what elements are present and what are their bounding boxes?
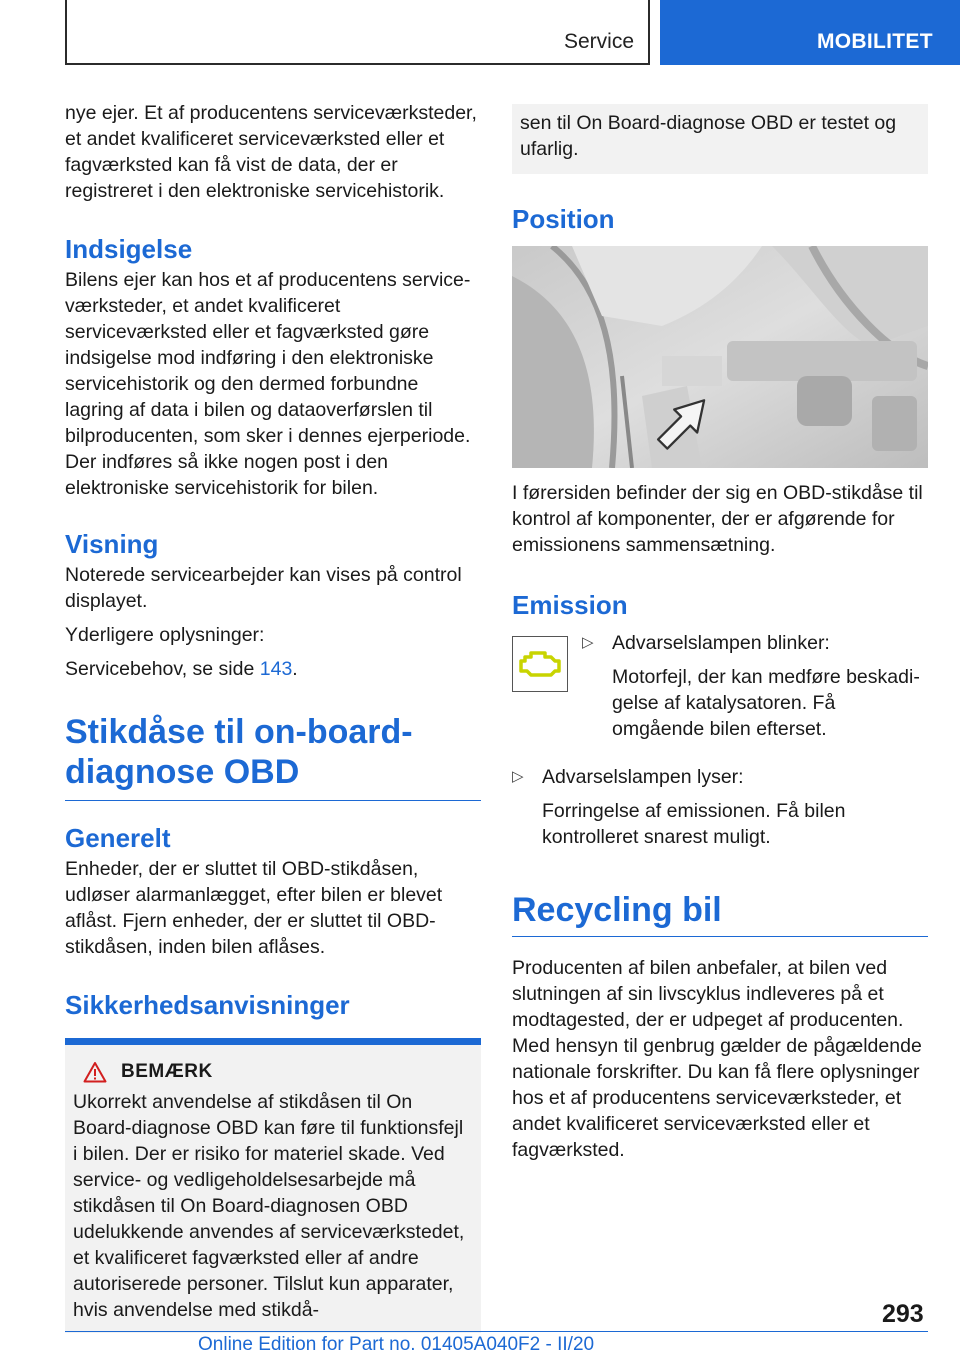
right-column (512, 104, 928, 1163)
notice-continuation-text: sen til On Board-diagnose OBD er testet og ufarlig. (520, 112, 897, 160)
service-reference: Servicebehov, se side 143. (65, 658, 298, 680)
footer-rule (65, 1331, 928, 1332)
notice-continuation (512, 104, 928, 174)
generelt-heading: Generelt (65, 823, 171, 853)
triangle-bullet-icon: ▷ (512, 768, 524, 785)
indsigelse-paragraph: Bilens ejer kan hos et af producentens serviceværksteder, et andet kvalificeret serviceværksted eller et fagværksted gøre indsigelse mod indføring i den elektroniske servicehistorik og den dermed forbundne lagring af data i bilen og dataoverførslen til bilproducenten, som sker i dennes ejerperiode. Der indføres så ikke nogen post i den elektroniske servicehistorik for bilen. (65, 269, 471, 499)
lamp-bullet-2 (512, 764, 928, 850)
page-number: 293 (882, 1300, 924, 1328)
warning-triangle-icon (83, 1061, 107, 1083)
engine-check-lamp-icon (517, 647, 563, 681)
triangle-bullet-icon: ▷ (582, 634, 594, 651)
visning-paragraph: Noterede servicearbejder kan vises på control displayet. (65, 564, 462, 612)
bullet2-text: Advarselslampen lyser: (542, 766, 744, 788)
sikkerhed-heading: Sikkerhedsanvisninger (65, 990, 350, 1020)
recycling-section-title (512, 890, 928, 937)
more-info-label: Yderligere oplysninger: (65, 624, 265, 646)
obd-section-title (65, 712, 481, 801)
notice-title: BEMÆRK (121, 1061, 213, 1082)
bullet2-detail: Forringelse af emissionen. Få bilen kontrolleret snarest muligt. (542, 800, 846, 848)
recycling-heading: Recycling bil (512, 891, 722, 929)
header-box (65, 0, 650, 65)
section-label: Service (563, 30, 634, 53)
chapter-tab[interactable] (660, 0, 960, 65)
emission-lamp-row (512, 630, 928, 742)
intro-paragraph: nye ejer. Et af producentens serviceværksteder, et andet kvalificeret serviceværksted eller et fagværksted kan få vist de data, der er registreret i den elektroniske servicehistorik. (65, 102, 477, 202)
obd-heading-line2: diagnose OBD (65, 753, 300, 791)
notice-text: Ukorrekt anvendelse af stikdåsen til On Board-diagnose OBD kan føre til funktionsfejl i bilen. Der er risiko for materiel skade. Ved service- og vedligeholdelsesarbejde må stikdåsen til On Board-diagnosen OBD udelukkende anvendes af serviceværkstedet, et kvalificeret fagværksted eller af andre autoriserede personer. Tilslut kun apparater, hvis anvendelse med stikdå- (73, 1091, 465, 1321)
bullet1-detail: Motorfejl, der kan medføre beskadigelse af katalysatoren. Få omgående bilen efterset. (612, 666, 920, 740)
notice-header (73, 1061, 471, 1083)
edition-note: Online Edition for Part no. 01405A040F2 - II/20 (198, 1334, 595, 1355)
position-heading: Position (512, 204, 615, 234)
emission-heading: Emission (512, 590, 628, 620)
visning-heading: Visning (65, 529, 159, 559)
left-column (65, 100, 481, 1333)
obd-position-photo (512, 246, 928, 468)
recycling-paragraph: Producenten af bilen anbefaler, at bilen ved slutningen af sin livscyklus indleveres på et modtagested, der er udpeget af producenten. Med hensyn til genbrug gælder de pågældende nationale forskrifter. Du kan få flere oplysninger hos et af producentens serviceværksteder, et andet kvalificeret serviceværksted eller et fagværksted. (512, 957, 922, 1161)
lamp-bullet-1 (582, 630, 928, 742)
notice-box (65, 1038, 481, 1333)
chapter-tab-label: MOBILITET (817, 30, 933, 53)
lamp-frame (512, 636, 568, 692)
bullet1-text: Advarselslampen blinker: (612, 632, 830, 654)
indsigelse-heading: Indsigelse (65, 234, 193, 264)
position-paragraph: I førersiden befinder der sig en OBD-stikdåse til kontrol af komponenter, der er afgørende for emissionens sammensætning. (512, 482, 923, 556)
obd-heading-line1: Stikdåse til on-board- (65, 713, 413, 751)
generelt-paragraph: Enheder, der er sluttet til OBD-stikdåsen, udløser alarmanlægget, efter bilen er blevet aflåst. Fjern enheder, der er sluttet til OBD-stikdåsen, inden bilen aflåses. (65, 858, 443, 958)
page-link-143[interactable]: 143 (259, 658, 293, 680)
